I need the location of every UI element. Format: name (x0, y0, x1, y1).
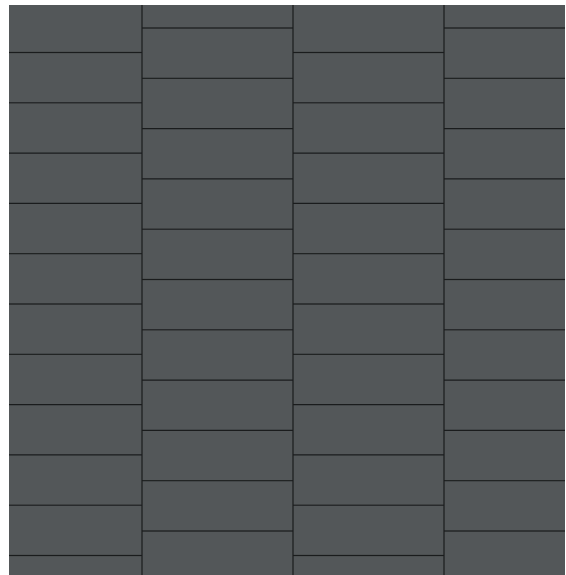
tile-pattern-svg (9, 5, 565, 575)
tile-pattern-panel (9, 5, 565, 575)
tile-background (9, 5, 565, 575)
